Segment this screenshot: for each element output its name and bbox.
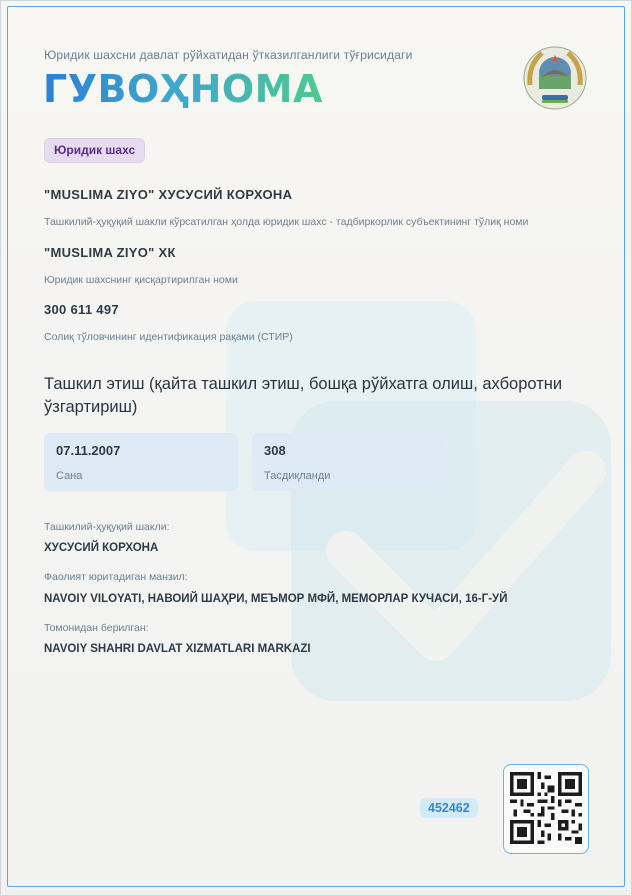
short-name-value: "MUSLIMA ZIYO" ХК [44, 245, 176, 260]
certificate-title: ГУВОҲНОМА [43, 67, 323, 111]
issued-by-label: Томонидан берилган: [44, 622, 149, 634]
registration-date-box [44, 433, 238, 491]
uzbekistan-state-emblem-icon [522, 43, 588, 111]
legal-form-value: ХУСУСИЙ КОРХОНА [44, 542, 159, 554]
registration-section-title: Ташкил этиш (қайта ташкил этиш, бошқа рўйхатга олиш, ахборотни ўзгартириш) [44, 375, 563, 416]
certificate-subtitle: Юридик шахсни давлат рўйхатидан ўтказилганлиги тўғрисидаги [44, 48, 413, 62]
registration-date-value: 07.11.2007 [56, 443, 121, 458]
short-name-label: Юридик шахснинг қисқартирилган номи [44, 274, 238, 286]
address-label: Фаолият юритадиган манзил: [44, 571, 188, 583]
registration-number-box [252, 433, 446, 491]
certificate-number-badge: 452462 [420, 798, 478, 818]
full-name-value: "MUSLIMA ZIYO" ХУСУСИЙ КОРХОНА [44, 187, 293, 202]
legal-form-label: Ташкилий-ҳуқуқий шакли: [44, 521, 170, 533]
address-value: NAVOIY VILOYATI, НАВОИЙ ШАҲРИ, МЕЪМОР МФЙ, МЕМОРЛАР КУЧАСИ, 16-Г-УЙ [44, 593, 508, 605]
checkmark-watermark-icon [226, 301, 626, 741]
registration-date-label: Сана [56, 470, 83, 482]
registration-number-value: 308 [264, 443, 286, 458]
issued-by-value: NAVOIY SHAHRI DAVLAT XIZMATLARI MARKAZI [44, 643, 311, 655]
tin-label: Солиқ тўловчининг идентификация рақами (СТИР) [44, 331, 293, 343]
tin-value: 300 611 497 [44, 302, 119, 317]
registration-number-label: Тасдиқланди [264, 470, 331, 482]
entity-type-badge: Юридик шахс [44, 138, 145, 163]
full-name-label: Ташкилий-ҳуқуқий шакли кўрсатилган ҳолда юридик шахс - тадбиркорлик субъектининг тўлиқ номи [44, 216, 529, 228]
qr-code-icon [503, 764, 589, 854]
